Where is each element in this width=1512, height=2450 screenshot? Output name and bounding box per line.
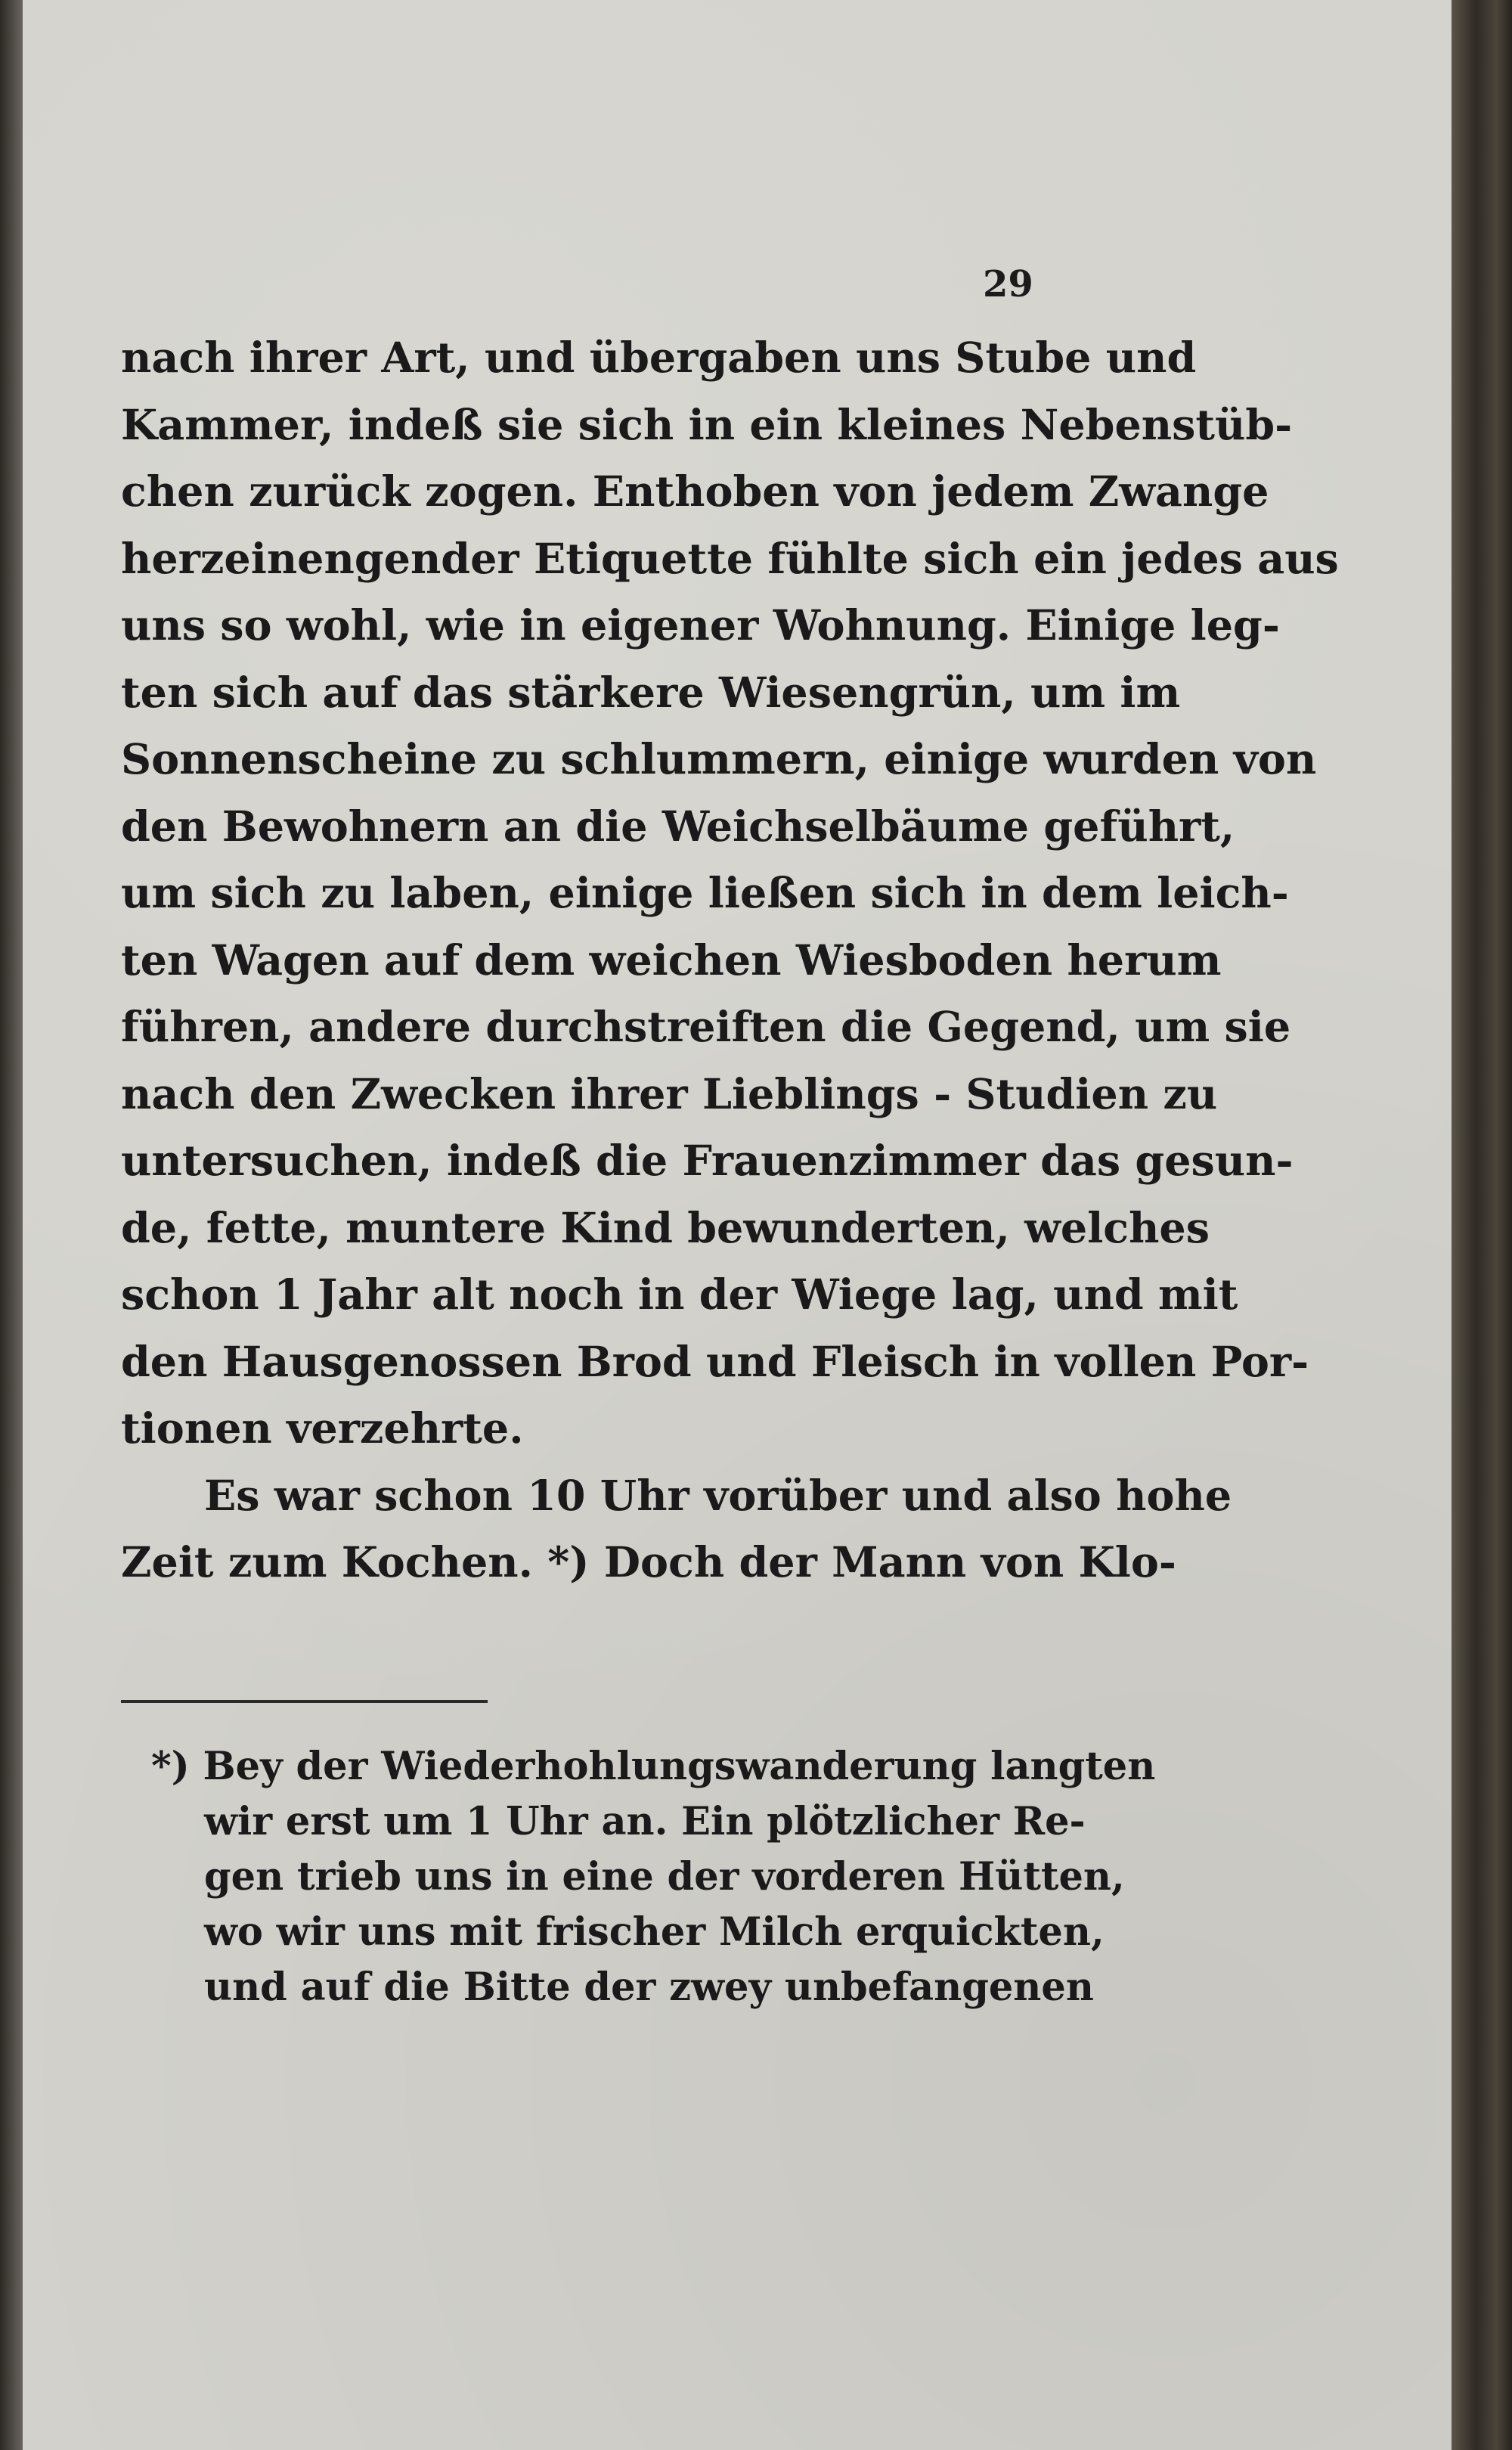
- text-line: ten Wagen auf dem weichen Wiesboden herum: [121, 935, 1222, 985]
- text-line: uns so wohl, wie in eigener Wohnung. Einige leg-: [121, 601, 1280, 650]
- footnote-line: wo wir uns mit frischer Milch erquickten,: [204, 1909, 1105, 1955]
- text-line: untersuchen, indeß die Frauenzimmer das gesun-: [121, 1137, 1294, 1186]
- paragraph-end-line: tionen verzehrte.: [121, 1404, 524, 1453]
- text-line: den Hausgenossen Brod und Fleisch in vollen Por-: [121, 1337, 1309, 1387]
- footnote-line: gen trieb uns in eine der vorderen Hütten,: [204, 1854, 1125, 1900]
- text-line: Zeit zum Kochen. *) Doch der Mann von Klo-: [121, 1538, 1176, 1587]
- text-line: um sich zu laben, einige ließen sich in dem leich-: [121, 869, 1289, 918]
- text-line: führen, andere durchstreiften die Gegend, um sie: [121, 1003, 1291, 1052]
- paragraph-start-line: Es war schon 10 Uhr vorüber und also hohe: [204, 1471, 1232, 1521]
- footnote-line: und auf die Bitte der zwey unbefangenen: [204, 1965, 1094, 2010]
- text-line: de, fette, muntere Kind bewunderten, welches: [121, 1203, 1210, 1253]
- footnote-divider: [121, 1700, 488, 1703]
- text-line: Kammer, indeß sie sich in ein kleines Nebenstüb-: [121, 400, 1293, 450]
- text-line: schon 1 Jahr alt noch in der Wiege lag, und mit: [121, 1270, 1238, 1320]
- footnote-line: wir erst um 1 Uhr an. Ein plötzlicher Re-: [204, 1799, 1086, 1844]
- footnote-line: *) Bey der Wiederhohlungswanderung langten: [151, 1744, 1156, 1789]
- page-edge: [1452, 0, 1512, 2450]
- text-line: nach den Zwecken ihrer Lieblings - Studien zu: [121, 1069, 1218, 1119]
- text-line: chen zurück zogen. Enthoben von jedem Zwange: [121, 467, 1269, 516]
- text-line: herzeinengender Etiquette fühlte sich ein jedes aus: [121, 534, 1339, 584]
- footnote: [151, 1739, 1156, 2015]
- text-line: den Bewohnern an die Weichselbäume geführt,: [121, 802, 1235, 851]
- text-line: nach ihrer Art, und übergaben uns Stube und: [121, 333, 1197, 383]
- main-text: [121, 325, 1339, 1597]
- text-line: Sonnenscheine zu schlummern, einige wurden von: [121, 735, 1317, 784]
- text-line: ten sich auf das stärkere Wiesengrün, um im: [121, 668, 1181, 718]
- left-page-shadow: [0, 0, 23, 2450]
- page-number: 29: [983, 263, 1033, 305]
